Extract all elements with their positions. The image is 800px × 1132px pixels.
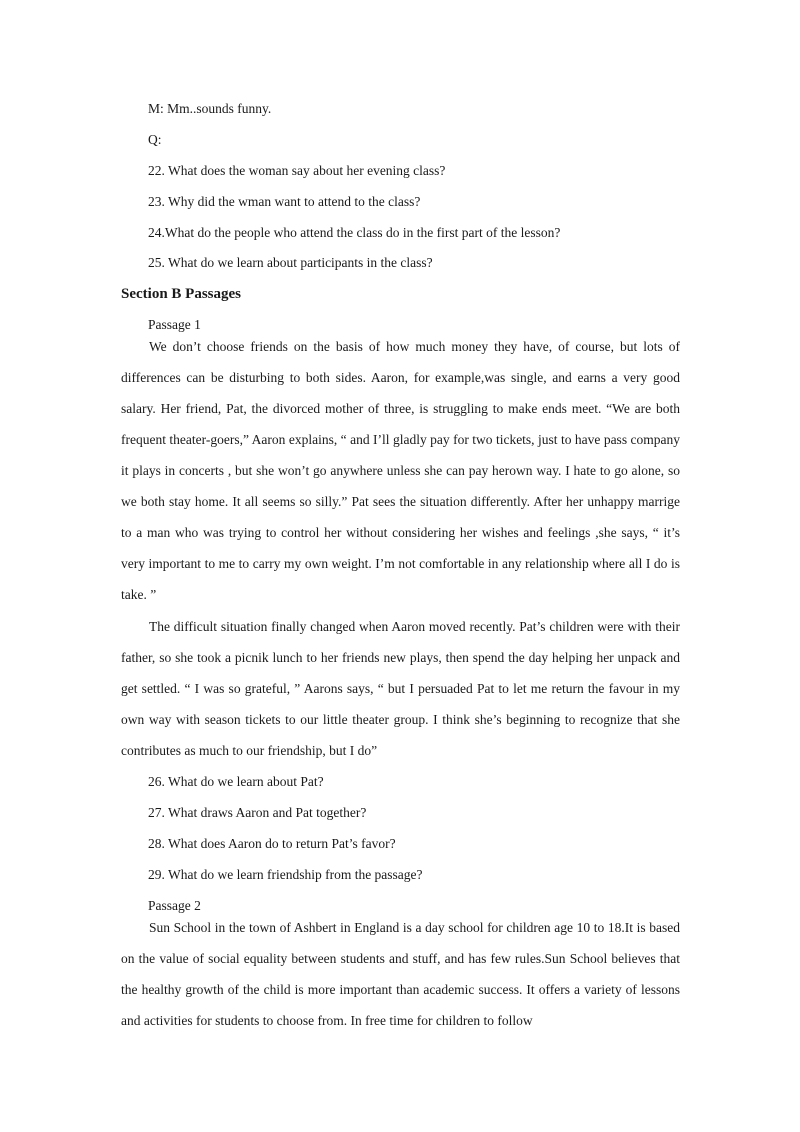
- question-28: 28. What does Aaron do to return Pat’s favor?: [148, 836, 396, 851]
- question-24: 24.What do the people who attend the class do in the first part of the lesson?: [148, 225, 561, 240]
- passage-1-label: Passage 1: [148, 317, 201, 332]
- dialogue-end-line: M: Mm..sounds funny.: [148, 101, 272, 116]
- question-22: 22. What does the woman say about her evening class?: [148, 163, 446, 178]
- question-25: 25. What do we learn about participants in the class?: [148, 255, 433, 270]
- question-29: 29. What do we learn friendship from the passage?: [148, 867, 423, 882]
- question-27: 27. What draws Aaron and Pat together?: [148, 805, 367, 820]
- section-b-heading: Section B Passages: [121, 286, 241, 302]
- passage-2-paragraph-1: Sun School in the town of Ashbert in England is a day school for children age 10 to 18.It is based on the value of social equality between students and stuff, and has few rules.Sun School believes that the healthy growth of the child is more important than academic success. It offers a variety of lessons and activities for students to choose from. In free time for children to follow: [121, 920, 680, 1028]
- passage-1-paragraph-1: We don’t choose friends on the basis of how much money they have, of course, but lots of differences can be disturbing to both sides. Aaron, for example,was single, and earns a very good salary. Her friend, Pat, the divorced mother of three, is struggling to make ends meet. “We are both frequent theater-goers,” Aaron explains, “ and I’ll gladly pay for two tickets, just to have pass company it plays in concerts , but she won’t go anywhere unless she can pay herown way. I hate to go alone, so we both stay home. It all seems so silly.” Pat sees the situation differently. After her unhappy marrige to a man who was trying to control her without considering her wishes and feelings ,she says, “ it’s very important to me to carry my own weight. I’m not comfortable in any relationship where all I do is take. ”: [121, 339, 680, 602]
- question-26: 26. What do we learn about Pat?: [148, 774, 324, 789]
- passage-1-paragraph-2: The difficult situation finally changed when Aaron moved recently. Pat’s children were with their father, so she took a picnik lunch to her friends new plays, then spend the day helping her unpack and get settled. “ I was so grateful, ” Aarons says, “ but I persuaded Pat to let me return the favour in my own way with season tickets to our little theater group. I think she’s beginning to recognize that she contributes as much to our friendship, but I do”: [121, 619, 680, 758]
- passage-2-label: Passage 2: [148, 898, 201, 913]
- question-23: 23. Why did the wman want to attend to the class?: [148, 194, 421, 209]
- question-label: Q:: [148, 132, 162, 147]
